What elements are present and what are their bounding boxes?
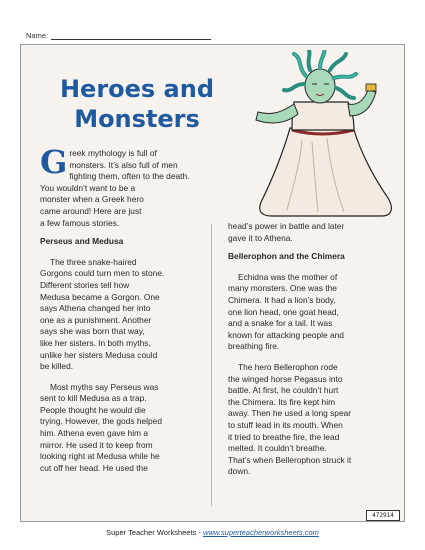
section-heading-bellerophon: Bellerophon and the Chimera [228, 251, 345, 262]
paragraph-line: the winged horse Pegasus into [228, 373, 343, 384]
paragraph-line: looking right at Medusa while he [40, 451, 160, 462]
paragraph-line: Gorgons could turn men to stone. [40, 268, 165, 279]
paragraph-line: head’s power in battle and later [228, 221, 345, 231]
bellerophon-paragraph-1 [228, 272, 388, 353]
perseus-paragraph-2 [40, 382, 196, 475]
intro-line: You wouldn’t want to be a [40, 182, 136, 193]
right-column [228, 221, 388, 478]
paragraph-line: Medusa became a Gorgon. One [40, 291, 160, 302]
paragraph-line: to stuff lead in its mouth. When [228, 419, 343, 430]
paragraph-line: says she was born that way, [40, 326, 145, 337]
footer-link[interactable]: www.superteacherworksheets.com [202, 528, 319, 537]
intro-line: fighting them, often to the death. [69, 171, 190, 182]
title-line-2: Monsters [74, 105, 200, 133]
paragraph-line: one as a punishment. Another [40, 314, 152, 325]
paragraph-line: like her sisters. In both myths, [40, 337, 151, 348]
bellerophon-paragraph-2 [228, 362, 388, 478]
paragraph-line: down. [228, 466, 251, 477]
footer [0, 528, 425, 537]
paragraph-line: one lion head, one goat head, [228, 306, 339, 317]
paragraph-line: says Athena changed her into [40, 303, 151, 314]
paragraph-line: gave it to Athena. [228, 232, 293, 243]
footer-brand: Super Teacher Worksheets - [106, 528, 203, 537]
perseus-continuation [228, 221, 388, 244]
name-field[interactable] [26, 31, 211, 40]
paragraph-line: and a snake for a tail. It was [228, 318, 333, 329]
drop-cap: G [40, 143, 68, 181]
paragraph-line: Echidna was the mother of [238, 271, 338, 282]
paragraph-line: be killed. [40, 361, 74, 372]
paragraph-line: known for attacking people and [228, 329, 344, 340]
name-label: Name: [26, 31, 49, 40]
left-column [40, 143, 196, 474]
section-heading-perseus: Perseus and Medusa [40, 236, 124, 247]
paragraph-line: away. Then he used a long spear [228, 408, 352, 419]
title-line-1: Heroes and [59, 75, 215, 103]
paragraph-line: melted. It couldn’t breathe. [228, 443, 327, 454]
paragraph-line: it tried to breathe fire, the lead [228, 431, 340, 442]
paragraph-line: mirror. He used it to keep from [40, 439, 153, 450]
paragraph-line: cut off her head. He used the [40, 462, 148, 473]
paragraph-line: the Chimera. Its fire kept him [228, 396, 336, 407]
column-divider [211, 224, 212, 506]
paragraph-line: sent to kill Medusa as a trap. [40, 393, 147, 404]
paragraph-line: People thought he would die [40, 404, 146, 415]
paragraph-line: unlike her sisters Medusa could [40, 349, 158, 360]
paragraph-line: Most myths say Perseus was [50, 381, 159, 392]
paragraph-line: That’s when Bellerophon struck it [228, 454, 352, 465]
intro-line: came around! Here are just [40, 205, 142, 216]
page-title [47, 74, 227, 134]
paragraph-line: trying. However, the gods helped [40, 416, 162, 427]
paragraph-line: many monsters. One was the [228, 283, 337, 294]
paragraph-line: him. Athena even gave him a [40, 428, 149, 439]
intro-line: reek mythology is full of [69, 148, 157, 158]
name-line[interactable] [51, 31, 211, 40]
worksheet-code: 472914 [366, 510, 400, 521]
intro-line: monster when a Greek hero [40, 194, 144, 205]
perseus-paragraph-1 [40, 257, 196, 373]
paragraph-line: The hero Bellerophon rode [238, 361, 338, 372]
paragraph-line: breathing fire. [228, 341, 280, 352]
intro-line: monsters. It’s also full of men [69, 159, 178, 170]
paragraph-line: Chimera. It had a lion’s body, [228, 294, 336, 305]
medusa-illustration [232, 50, 398, 218]
intro-paragraph [40, 143, 196, 229]
paragraph-line: Different stories tell how [40, 279, 130, 290]
intro-line: a few famous stories. [40, 217, 120, 228]
paragraph-line: battle. At first, he couldn’t hurt [228, 385, 339, 396]
paragraph-line: The three snake-haired [50, 256, 137, 267]
